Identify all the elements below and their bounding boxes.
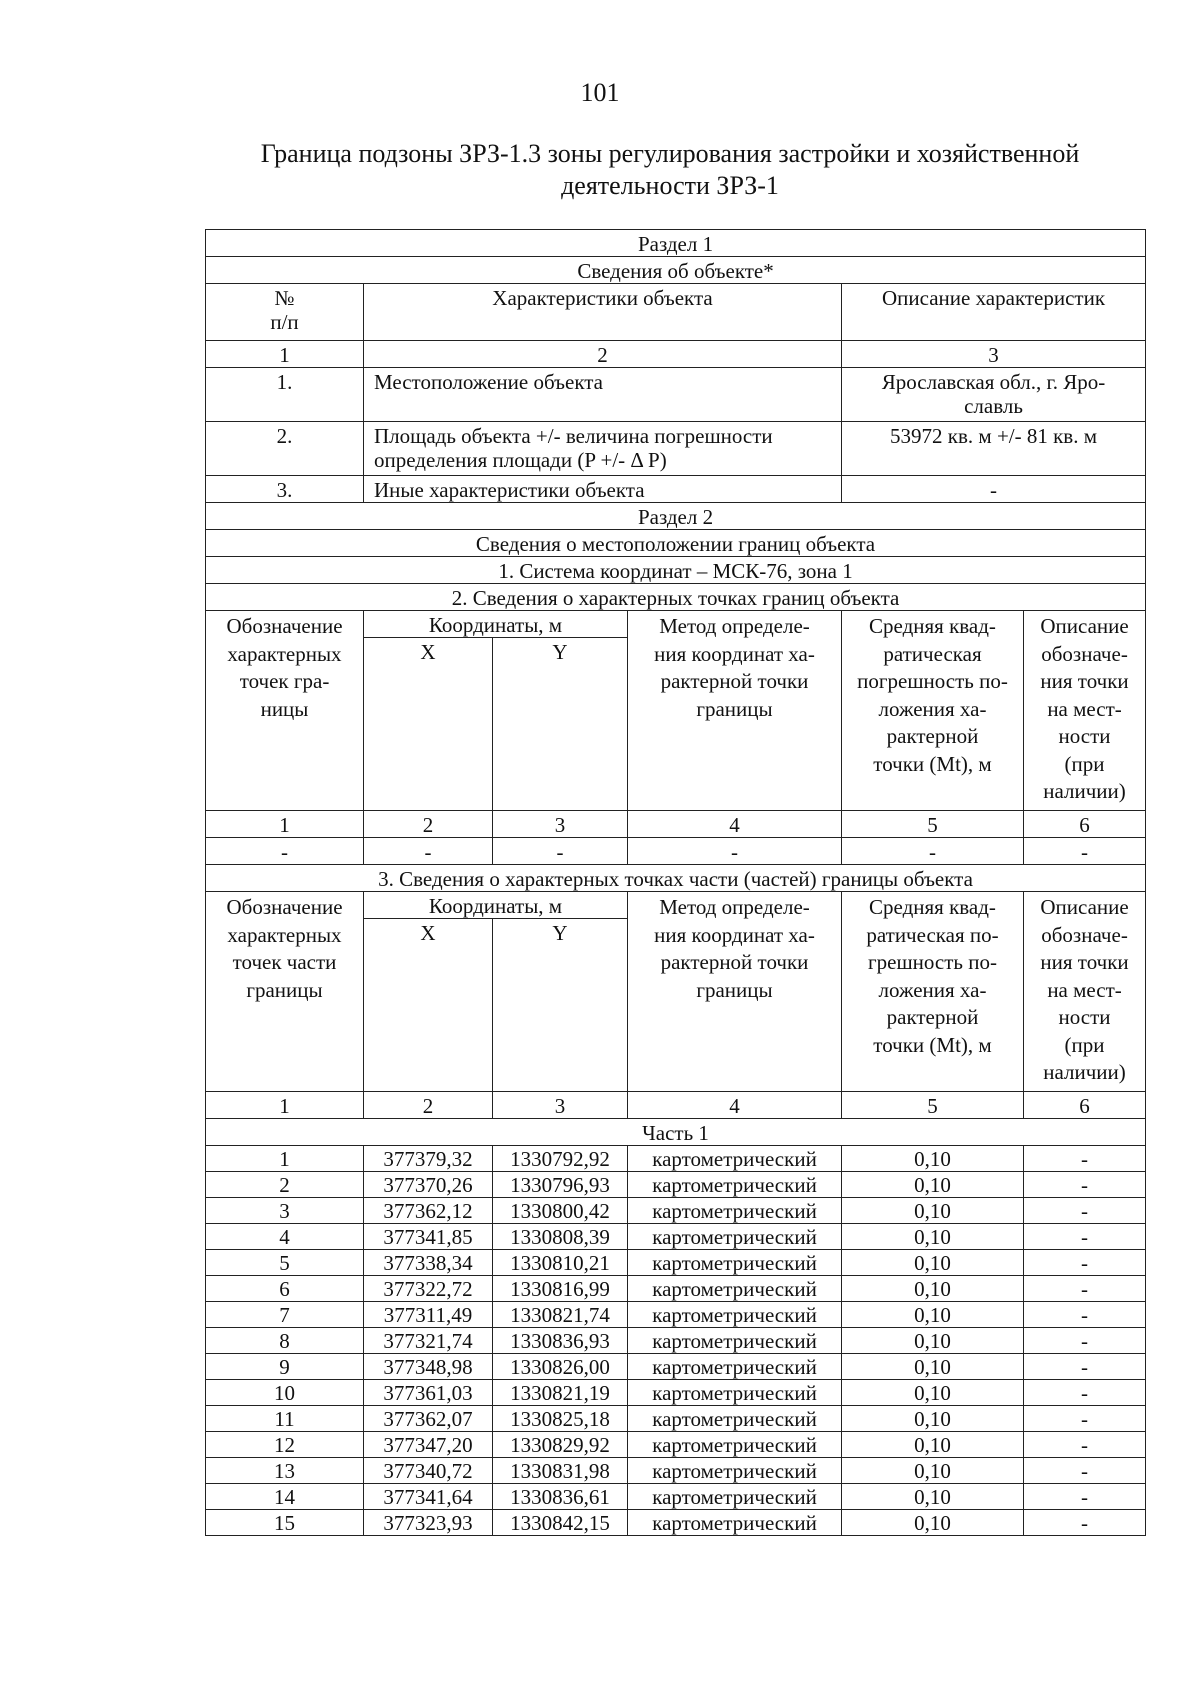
table-b-col-coords: Координаты, м [364,892,628,919]
point-description: - [1024,1328,1146,1354]
table-row [206,1172,1146,1198]
accuracy: 0,10 [842,1406,1024,1432]
section1-heading: Раздел 1 [206,230,1146,257]
point-number: 11 [206,1406,364,1432]
row-description: - [842,476,1146,503]
section1-colnum-2: 2 [364,341,842,368]
point-description: - [1024,1432,1146,1458]
point-description: - [1024,1198,1146,1224]
table-b-col-y: Y [493,919,628,1092]
section2-heading: Раздел 2 [206,503,1146,530]
coord-y: 1330826,00 [493,1354,628,1380]
coord-y: 1330800,42 [493,1198,628,1224]
coord-y: 1330821,74 [493,1302,628,1328]
accuracy: 0,10 [842,1224,1024,1250]
coord-y: 1330836,61 [493,1484,628,1510]
table-a-colnum: 3 [493,811,628,838]
col-header-description: Описание характеристик [842,284,1146,341]
table-a-cell: - [493,838,628,865]
table-row [206,1510,1146,1536]
method: картометрический [628,1276,842,1302]
table-row [206,422,1146,476]
table-b-colnum: 6 [1024,1092,1146,1119]
point-description: - [1024,1250,1146,1276]
table-row [206,1146,1146,1172]
point-description: - [1024,1380,1146,1406]
row-num: 2. [206,422,364,476]
table-a-cell: - [628,838,842,865]
table-row [206,1484,1146,1510]
coord-x: 377347,20 [364,1432,493,1458]
method: картометрический [628,1510,842,1536]
col-header-num: № п/п [206,284,364,341]
table-row [206,1406,1146,1432]
table-row [206,838,1146,865]
section1-colnum-1: 1 [206,341,364,368]
section2-subheading: Сведения о местоположении границ объекта [206,530,1146,557]
point-description: - [1024,1302,1146,1328]
table-row [206,1380,1146,1406]
coord-x: 377338,34 [364,1250,493,1276]
coord-x: 377340,72 [364,1458,493,1484]
point-number: 4 [206,1224,364,1250]
coord-x: 377348,98 [364,1354,493,1380]
table-a-col-description: Описание обозначе- ния точки на мест- ности (при наличии) [1024,611,1146,811]
table-a-cell: - [206,838,364,865]
coord-y: 1330829,92 [493,1432,628,1458]
coord-x: 377361,03 [364,1380,493,1406]
coordinate-system: 1. Система координат – МСК-76, зона 1 [206,557,1146,584]
method: картометрический [628,1172,842,1198]
section1-subheading: Сведения об объекте* [206,257,1146,284]
boundary-points-heading: 2. Сведения о характерных точках границ объекта [206,584,1146,611]
table-b-colnum: 4 [628,1092,842,1119]
row-num: 1. [206,368,364,422]
row-characteristic: Иные характеристики объекта [364,476,842,503]
coord-x: 377323,93 [364,1510,493,1536]
row-description: Ярославская обл., г. Яро- славль [842,368,1146,422]
table-row [206,1458,1146,1484]
accuracy: 0,10 [842,1380,1024,1406]
coord-x: 377322,72 [364,1276,493,1302]
accuracy: 0,10 [842,1432,1024,1458]
method: картометрический [628,1458,842,1484]
point-description: - [1024,1224,1146,1250]
table-row [206,1354,1146,1380]
coord-x: 377370,26 [364,1172,493,1198]
point-description: - [1024,1510,1146,1536]
table-a-col-x: X [364,638,493,811]
method: картометрический [628,1406,842,1432]
coord-x: 377379,32 [364,1146,493,1172]
method: картометрический [628,1328,842,1354]
coord-y: 1330810,21 [493,1250,628,1276]
accuracy: 0,10 [842,1198,1024,1224]
point-number: 9 [206,1354,364,1380]
method: картометрический [628,1224,842,1250]
method: картометрический [628,1198,842,1224]
coord-y: 1330831,98 [493,1458,628,1484]
method: картометрический [628,1302,842,1328]
object-info-table [205,229,1146,1536]
coord-x: 377311,49 [364,1302,493,1328]
table-a-col-y: Y [493,638,628,811]
row-description: 53972 кв. м +/- 81 кв. м [842,422,1146,476]
coord-x: 377362,07 [364,1406,493,1432]
part-points-heading: 3. Сведения о характерных точках части (частей) границы объекта [206,865,1146,892]
point-description: - [1024,1146,1146,1172]
section1-colnum-3: 3 [842,341,1146,368]
table-b-colnum: 2 [364,1092,493,1119]
point-number: 13 [206,1458,364,1484]
table-a-col-coords: Координаты, м [364,611,628,638]
table-a-cell: - [1024,838,1146,865]
point-description: - [1024,1172,1146,1198]
accuracy: 0,10 [842,1354,1024,1380]
point-number: 1 [206,1146,364,1172]
point-number: 14 [206,1484,364,1510]
point-description: - [1024,1458,1146,1484]
accuracy: 0,10 [842,1276,1024,1302]
method: картометрический [628,1432,842,1458]
table-row [206,1302,1146,1328]
method: картометрический [628,1484,842,1510]
table-a-cell: - [364,838,493,865]
table-b-colnum: 1 [206,1092,364,1119]
point-number: 3 [206,1198,364,1224]
coord-y: 1330821,19 [493,1380,628,1406]
table-a-colnum: 1 [206,811,364,838]
point-description: - [1024,1276,1146,1302]
table-a-colnum: 5 [842,811,1024,838]
point-description: - [1024,1484,1146,1510]
table-b-colnum: 3 [493,1092,628,1119]
table-b-colnum: 5 [842,1092,1024,1119]
point-description: - [1024,1406,1146,1432]
point-number: 2 [206,1172,364,1198]
coord-y: 1330816,99 [493,1276,628,1302]
coord-y: 1330836,93 [493,1328,628,1354]
table-row [206,1224,1146,1250]
point-number: 15 [206,1510,364,1536]
accuracy: 0,10 [842,1458,1024,1484]
point-number: 8 [206,1328,364,1354]
row-num: 3. [206,476,364,503]
accuracy: 0,10 [842,1302,1024,1328]
table-row [206,1250,1146,1276]
coord-x: 377341,85 [364,1224,493,1250]
accuracy: 0,10 [842,1328,1024,1354]
coord-x: 377341,64 [364,1484,493,1510]
table-a-colnum: 2 [364,811,493,838]
accuracy: 0,10 [842,1146,1024,1172]
table-a-cell: - [842,838,1024,865]
table-a-colnum: 6 [1024,811,1146,838]
accuracy: 0,10 [842,1484,1024,1510]
table-b-col-description: Описание обозначе- ния точки на мест- ности (при наличии) [1024,892,1146,1092]
part-label: Часть 1 [206,1119,1146,1146]
page-number: 101 [580,78,620,107]
table-row [206,1198,1146,1224]
row-characteristic: Местоположение объекта [364,368,842,422]
document-title-line-1: Граница подзоны ЗРЗ-1.3 зоны регулирования застройки и хозяйственной [260,139,1080,168]
table-row [206,1328,1146,1354]
coord-x: 377321,74 [364,1328,493,1354]
table-row [206,476,1146,503]
document-title [200,138,1140,202]
coord-x: 377362,12 [364,1198,493,1224]
table-a-col-accuracy: Средняя квад- ратическая погрешность по- ложения ха- рактерной точки (Mt), м [842,611,1024,811]
point-number: 5 [206,1250,364,1276]
table-row [206,368,1146,422]
coord-y: 1330796,93 [493,1172,628,1198]
row-characteristic: Площадь объекта +/- величина погрешности определения площади (P +/- Δ P) [364,422,842,476]
table-a-col-designation: Обозначение характерных точек гра- ницы [206,611,364,811]
coord-y: 1330842,15 [493,1510,628,1536]
points-table-body [206,1146,1146,1536]
point-number: 7 [206,1302,364,1328]
coord-y: 1330808,39 [493,1224,628,1250]
coord-y: 1330792,92 [493,1146,628,1172]
point-number: 12 [206,1432,364,1458]
table-b-col-method: Метод определе- ния координат ха- рактерной точки границы [628,892,842,1092]
coord-y: 1330825,18 [493,1406,628,1432]
table-b-col-x: X [364,919,493,1092]
accuracy: 0,10 [842,1172,1024,1198]
document-title-line-2: деятельности ЗРЗ-1 [561,171,779,200]
table-b-col-accuracy: Средняя квад- ратическая по- грешность по- ложения ха- рактерной точки (Mt), м [842,892,1024,1092]
accuracy: 0,10 [842,1250,1024,1276]
table-row [206,1276,1146,1302]
accuracy: 0,10 [842,1510,1024,1536]
method: картометрический [628,1380,842,1406]
method: картометрический [628,1354,842,1380]
table-a-colnum: 4 [628,811,842,838]
table-a-col-method: Метод определе- ния координат ха- рактерной точки границы [628,611,842,811]
method: картометрический [628,1146,842,1172]
table-b-col-designation: Обозначение характерных точек части границы [206,892,364,1092]
point-number: 10 [206,1380,364,1406]
method: картометрический [628,1250,842,1276]
point-description: - [1024,1354,1146,1380]
table-row [206,1432,1146,1458]
col-header-characteristic: Характеристики объекта [364,284,842,341]
point-number: 6 [206,1276,364,1302]
